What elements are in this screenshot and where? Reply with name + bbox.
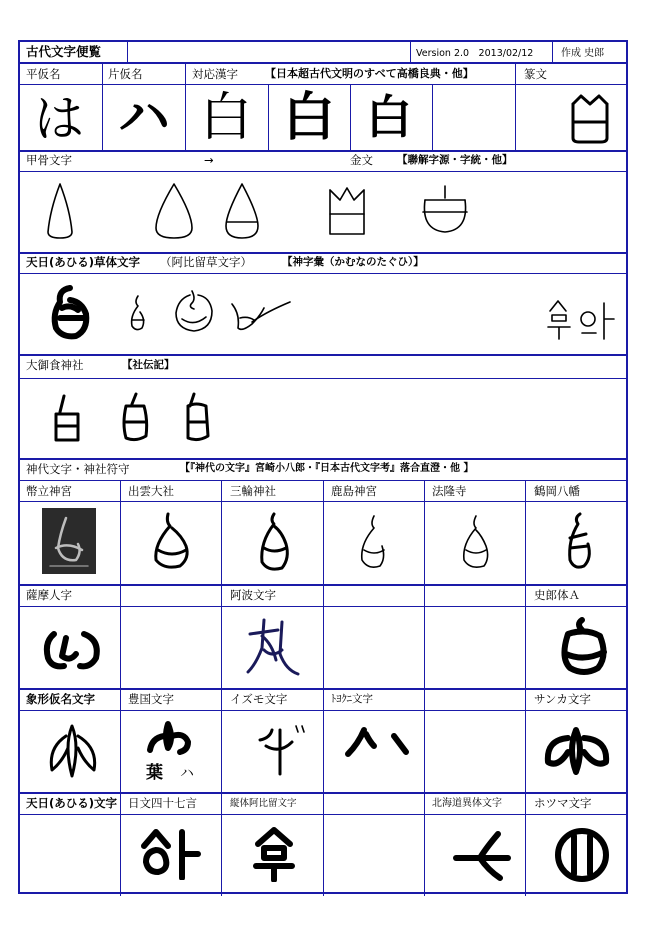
toyokuni-kana-label: ﾄﾖｸﾆ文字 <box>331 693 373 705</box>
ahiru-label: 天日(あひる)草体文字 <box>26 255 141 269</box>
page-title: 古代文字便覧 <box>26 44 102 59</box>
oracle-glyph-2-icon <box>150 180 198 242</box>
kanji-source: 【日本超古代文明のすべて高橋良典・他】 <box>265 67 474 80</box>
awa-label: 阿波文字 <box>230 588 276 602</box>
kanji-char-light: 白 <box>200 88 253 148</box>
ahiru-glyph-small-icon <box>126 292 148 334</box>
hiragana-label: 平仮名 <box>26 67 61 81</box>
bronze-glyph-1-icon <box>322 180 372 240</box>
hokkaido-label: 北海道異体文字 <box>432 798 502 809</box>
ahiru-kamuna-glyph-icon <box>542 297 618 341</box>
oracle-glyph-1-icon <box>42 180 78 242</box>
omike-label: 大御食神社 <box>26 358 84 372</box>
shrine-label-1: 幣立神宮 <box>26 484 72 498</box>
shokei-glyph-icon <box>42 718 104 782</box>
kanji-char-bold: 白 <box>283 88 336 148</box>
shrine-label-6: 鶴岡八幡 <box>534 484 580 498</box>
version-label: Version 2.0 2013/02/12 <box>416 48 534 59</box>
hotsuma-glyph-icon <box>550 824 614 886</box>
kashima-shrine-glyph-icon <box>350 510 394 576</box>
tate-ahiru-label: 縦体阿比留文字 <box>230 798 297 809</box>
shiro-a-glyph-icon <box>556 614 612 678</box>
ahiru-moji-label: 天日(あひる)文字 <box>26 796 118 810</box>
omike-glyph-3-icon <box>180 390 214 444</box>
tsurugaoka-glyph-icon <box>558 508 598 576</box>
toyokuni-kana-glyph-icon <box>342 722 416 762</box>
katakana-label: 片仮名 <box>108 67 143 81</box>
hifumi-glyph-icon <box>138 828 204 880</box>
shrine-label-5: 法隆寺 <box>432 484 467 498</box>
hifumi-label: 日文四十七言 <box>128 796 197 810</box>
tate-ahiru-glyph-icon <box>250 826 298 882</box>
omike-glyph-2-icon <box>118 390 152 444</box>
tensho-glyph-icon <box>565 92 615 144</box>
toyokuni-note-1: 葉 <box>146 763 163 783</box>
heitate-rubbing-icon <box>42 508 96 574</box>
kanji-char-brush: 白 <box>366 90 412 144</box>
omike-glyph-1-icon <box>50 392 84 444</box>
ahiru-glyph-bold-icon <box>48 282 92 342</box>
satsuma-glyph-icon <box>40 628 104 672</box>
izumo-moji-glyph-icon <box>252 720 308 780</box>
izumo-moji-label: イズモ文字 <box>230 692 288 706</box>
jindai-label: 神代文字・神社符守 <box>26 462 130 476</box>
oracle-glyph-3-icon <box>220 180 264 242</box>
jindai-source: 【『神代の文字』宮崎小八郎・『日本古代文字考』落合直澄・他 】 <box>180 463 474 474</box>
hiragana-char: は <box>34 90 84 148</box>
hotsuma-label: ホツマ文字 <box>534 796 592 810</box>
bronze-label: 金文 <box>350 153 373 167</box>
toyokuni-note-2: ハ <box>180 766 194 782</box>
hokkaido-glyph-icon <box>450 828 514 882</box>
author-label: 作成 史郎 <box>561 48 605 59</box>
shrine-label-4: 鹿島神宮 <box>331 484 377 498</box>
toyokuni-glyph-icon <box>144 718 200 760</box>
awa-glyph-icon <box>242 614 302 682</box>
shrine-label-3: 三輪神社 <box>230 484 276 498</box>
sanka-label: サンカ文字 <box>534 692 591 706</box>
miwa-shrine-glyph-icon <box>252 508 296 576</box>
shokei-label: 象形仮名文字 <box>26 692 95 706</box>
ahiru-glyph-cursive-icon <box>226 294 296 336</box>
horyuji-glyph-icon <box>454 510 498 576</box>
katakana-char: ハ <box>118 88 171 148</box>
bronze-source: 【聯解字源・字統・他】 <box>397 154 513 166</box>
omike-source: 【社伝記】 <box>122 359 175 371</box>
tensho-label: 篆文 <box>524 67 547 81</box>
ahiru-glyph-circle-icon <box>170 287 218 337</box>
toyokuni-label: 豊国文字 <box>128 692 174 706</box>
satsuma-label: 薩摩人字 <box>26 588 72 602</box>
ahiru-label-paren: （阿比留草文字） <box>160 255 252 269</box>
izumo-shrine-glyph-icon <box>146 508 196 574</box>
bronze-glyph-2-icon <box>415 182 475 238</box>
kanji-label: 対応漢字 <box>192 67 238 81</box>
arrow-label: → <box>204 153 214 167</box>
shiro-a-label: 史郎体Ａ <box>534 588 580 602</box>
chart-sheet <box>18 40 628 894</box>
shrine-label-2: 出雲大社 <box>128 484 174 498</box>
ahiru-source: 【神字彙（かむなのたぐひ）】 <box>282 256 424 268</box>
oracle-label: 甲骨文字 <box>26 153 72 167</box>
sanka-glyph-icon <box>538 722 618 780</box>
